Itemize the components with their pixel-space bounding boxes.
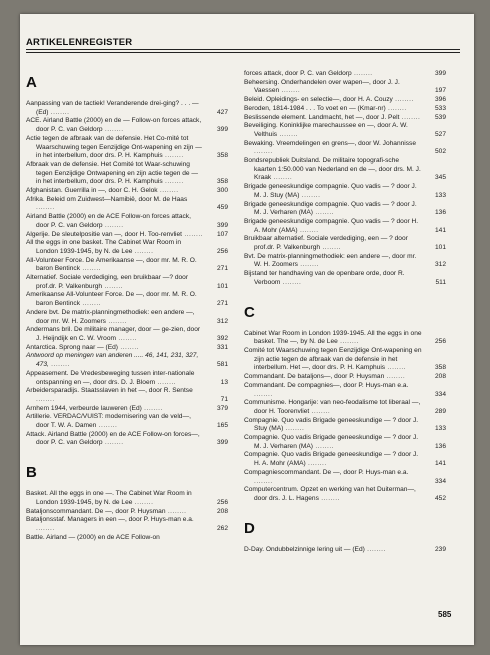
index-entry xyxy=(26,534,228,543)
index-entry: Compagnie. Quo vadis Brigade geneeskundige — ? door J. M. J. Verharen (MA) ........ 136 xyxy=(244,434,446,450)
entry-text: ACE. Airland Battle (2000) en de — Follow-on forces attack, door P. C. van Geldorp xyxy=(26,117,202,134)
entry-page-number: 71 xyxy=(220,395,228,403)
entry-text: Beslissende element. Landmacht, het —, door J. Pelt xyxy=(244,113,400,121)
section-spacer xyxy=(26,448,228,460)
entry-text: All the eggs in one basket. The Cabinet War Room in London 1939-1945, by N. de Lee xyxy=(26,239,182,255)
entry-page-number: 331 xyxy=(216,343,228,351)
entry-page-number: 239 xyxy=(434,545,446,553)
entry-text: Cabinet War Room in London 1939-1945. All the eggs in one basket. The —, by N. de Lee xyxy=(244,329,422,346)
index-column-right xyxy=(244,70,446,554)
entry-page-number: 502 xyxy=(434,148,446,156)
index-entry: Bijstand ter handhaving van de openbare orde, door R. Verboom ........ 511 xyxy=(244,270,446,286)
entry-text: Commandant. De bataljons—, door P. Huysman xyxy=(244,373,385,381)
index-entry: Appeasement. De Vredesbeweging tussen inter-nationale ontspanning en —, door drs. D. J. Bloem ........ 13 xyxy=(26,369,228,386)
entry-page-number: 262 xyxy=(216,524,228,532)
section-spacer xyxy=(244,504,446,516)
entry-text: Artillerie. VERDAC/VUIST: modernisering van de veld—, door T. W. A. Damen xyxy=(26,413,191,430)
entry-page-number: 197 xyxy=(434,87,446,95)
entry-text: Beheersing. Onderhandelen over wapen—, door J. J. Vaessen xyxy=(244,78,400,95)
index-entry: All-Volunteer Force. De Amerikaanse —, door mr. M. R. O. baron Bentinck ........ 271 xyxy=(26,256,228,273)
title-rule-bottom xyxy=(26,52,460,53)
entry-text: Bvt. De matrix-planningmethodiek: een andere —, door mr. W. H. Zoomers xyxy=(244,252,417,269)
entry-page-number: 379 xyxy=(216,404,228,412)
section-letter: C xyxy=(244,303,255,321)
index-entry: Arnhem 1944, verbeurde lauweren (Ed) ........ 379 xyxy=(26,404,228,412)
section-letter: B xyxy=(26,464,37,482)
entry-page-number: 136 xyxy=(434,209,446,217)
entry-text: Actie tegen de afbraak van de defensie. Het Co-mité tot Waarschuwing tegen Eenzijdige Ont-wapening en zijn — in het interbellum, door drs. P. H. Kamphuis xyxy=(26,134,202,160)
index-column-left xyxy=(26,70,228,542)
entry-page-number: 141 xyxy=(434,226,446,234)
entry-page-number: 399 xyxy=(216,439,228,447)
entry-text: Brigade geneeskundige compagnie. Quo vadis — ? door J. M. J. Verharen (MA) xyxy=(244,200,417,217)
index-entry: Amerikaanse All-Volunteer Force. De —, door mr. M. R. O. baron Bentinck ........ 271 xyxy=(26,291,228,308)
index-entry: Attack. Airland Battle (2000) en de ACE Follow-on forces—, door P. C. van Geldorp ........ 399 xyxy=(26,430,228,447)
entry-page-number: 256 xyxy=(434,338,446,346)
index-entry: Compagnie. Quo vadis Brigade geneeskundige — ? door J. H. A. Mohr (AMA) ........ 141 xyxy=(244,451,446,468)
entry-text: Beroden, 1814-1984 . . . To voet en — (Kmar-nr) xyxy=(244,104,386,112)
entry-text: Compagnie. Quo vadis Brigade geneeskundige — ? door J. H. A. Mohr (AMA) xyxy=(244,451,419,468)
section-letter: D xyxy=(244,519,255,537)
index-entry: Beveiliging. Koninklijke marechaussee en —, door A. W. Velthuis ........ 527 xyxy=(244,122,446,138)
entry-text: Afrika. Beleid om Zuidwest—Namibië, door M. de Haas xyxy=(26,195,188,203)
entry-page-number: 452 xyxy=(434,494,446,502)
entry-text: Bruikbaar alternatief. Sociale verdediging, een — ? door prof.dr. P. Valkenburgh xyxy=(244,235,408,252)
entry-page-number: 392 xyxy=(216,334,228,342)
entry-text: Antarctica. Sprong naar — (Ed) xyxy=(26,343,118,351)
entry-page-number: 527 xyxy=(434,130,446,138)
index-entry: Andere bvt. De matrix-planningmethodiek: een andere —, door mr. W. H. Zoomers ........ 312 xyxy=(26,308,228,325)
entry-page-number: 358 xyxy=(216,152,228,160)
entry-text: Andermans bril. De militaire manager, door — ge-zien, door J. Heijndijk en C. W. Vroom xyxy=(26,326,201,342)
entry-text: Communisme. Hongarije: van neo-feodalisme tot liberaal —, door H. Toorenvliet xyxy=(244,399,421,415)
index-entry: Comité tot Waarschuwing tegen Eenzijdige Ont-wapening en zijn actie tegen de afbraak van de defensie in het interbellum. Het —, door drs. P. H. Kamphuis ........ 358 xyxy=(244,346,446,372)
index-entry: Arbeidersparadijs. Staatsslaven in het —, door R. Sentse ........ 71 xyxy=(26,387,228,403)
index-entry: Commandant. De bataljons—, door P. Huysman ........ 208 xyxy=(244,373,446,381)
entry-page-number: 289 xyxy=(434,407,446,415)
entry-page-number: 427 xyxy=(216,108,228,116)
index-entry: Artillerie. VERDAC/VUIST: modernisering van de veld—, door T. W. A. Damen ........ 165 xyxy=(26,413,228,430)
entry-page-number: 256 xyxy=(216,498,228,506)
index-entry: Actie tegen de afbraak van de defensie. Het Co-mité tot Waarschuwing tegen Eenzijdige Ont-wapening en zijn — in het interbellum, door drs. P. H. Kamphuis ........ 358 xyxy=(26,134,228,160)
page-number: 585 xyxy=(438,610,452,619)
entry-text: Antwoord op meningen van anderen ..... 46, 141, 231, 327, 473, xyxy=(26,352,199,369)
entry-text: Basket. All the eggs in one —. The Cabinet War Room in London 1939-1945, by N. de Lee xyxy=(26,490,192,506)
index-entry: All the eggs in one basket. The Cabinet War Room in London 1939-1945, by N. de Lee ........ 256 xyxy=(26,239,228,255)
index-entry: Cabinet War Room in London 1939-1945. All the eggs in one basket. The —, by N. de Lee ........ 256 xyxy=(244,329,446,346)
entry-page-number: 399 xyxy=(434,70,446,77)
index-entry: Bataljonsstaf. Managers in een —, door P. Huys-man e.a. ........ 262 xyxy=(26,516,228,532)
entry-text: Bewaking. Vreemdelingen en grens—, door W. Johannisse xyxy=(244,139,417,147)
entry-text: Afghanistan. Guerrilla in —, door C. H. Gelok xyxy=(26,187,158,195)
title-rule-top xyxy=(26,49,460,50)
entry-text: Compagniescommandant. De —, door P. Huys-man e.a. xyxy=(244,468,409,476)
entry-page-number: 101 xyxy=(434,244,446,252)
index-entry: Airland Battle (2000) en de ACE Follow-on forces attack, door P. C. van Geldorp ........ 399 xyxy=(26,213,228,229)
index-entry: Bewaking. Vreemdelingen en grens—, door W. Johannisse ........ 502 xyxy=(244,139,446,156)
entry-page-number: 133 xyxy=(434,425,446,433)
entry-text: Bijstand ter handhaving van de openbare orde, door R. Verboom xyxy=(244,270,405,286)
entry-page-number: 334 xyxy=(434,390,446,398)
entry-page-number: 334 xyxy=(434,477,446,485)
entry-page-number: 208 xyxy=(434,373,446,381)
entry-page-number: 511 xyxy=(435,278,446,286)
index-entry: Bondsrepubliek Duitsland. De militaire topografi-sche kaarten 1:50.000 van Nederland en de —, door drs. M. J. Kraak ........ 345 xyxy=(244,157,446,182)
entry-text: Beveiliging. Koninklijke marechaussee en —, door A. W. Velthuis xyxy=(244,122,408,138)
entry-page-number: 136 xyxy=(434,442,446,450)
entry-text: Brigade geneeskundige compagnie. Quo vadis — ? door J. M. J. Stuy (MA) xyxy=(244,183,417,199)
entry-text: Beleid. Opleidings- en selectie—, door H. A. Couzy xyxy=(244,96,393,104)
index-entry: Commandant. De compagnies—, door P. Huys-man e.a. ........ 334 xyxy=(244,381,446,398)
entry-page-number: 358 xyxy=(216,178,228,186)
index-entry: Afbraak van de defensie. Het Comité tot Waar-schuwing tegen Eenzijdige Ontwapening en zijn actie tegen de — in het interbellum, door drs. P. H. Kamphuis ........ 358 xyxy=(26,160,228,186)
index-entry: Beheersing. Onderhandelen over wapen—, door J. J. Vaessen ........ 197 xyxy=(244,78,446,95)
entry-page-number: 133 xyxy=(434,191,446,199)
entry-text: Aanpassing van de tactiek! Veranderende drei-ging? . . . — (Ed) xyxy=(26,100,199,116)
index-entry: Bvt. De matrix-planningmethodiek: een andere —, door mr. W. H. Zoomers ........ 312 xyxy=(244,252,446,269)
entry-text: Algerije. De sleutelpositie van —, door H. Too-renvliet xyxy=(26,230,183,238)
entry-page-number: 271 xyxy=(216,265,228,273)
index-entry: Alternatief. Sociale verdediging, een bruikbaar —? door prof.dr. P. Valkenburgh ........ 101 xyxy=(26,274,228,290)
entry-text: All-Volunteer Force. De Amerikaanse —, door mr. M. R. O. baron Bentinck xyxy=(26,256,197,273)
section-spacer xyxy=(244,288,446,300)
index-entry: Beleid. Opleidings- en selectie—, door H. A. Couzy ........ 396 xyxy=(244,96,446,104)
index-entry: Brigade geneeskundige compagnie. Quo vadis — ? door H. A. Mohr (AMA) ........ 141 xyxy=(244,217,446,234)
entry-page-number: 533 xyxy=(434,104,446,112)
index-entry: D-Day. Ondubbelzinnige lering uit — (Ed) ........ 239 xyxy=(244,545,446,553)
entry-text: Brigade geneeskundige compagnie. Quo vadis — ? door H. A. Mohr (AMA) xyxy=(244,217,419,234)
entry-text: Compagnie. Quo vadis Brigade geneeskundige — ? door J. M. J. Verharen (MA) xyxy=(244,434,419,450)
index-entry: Brigade geneeskundige compagnie. Quo vadis — ? door J. M. J. Stuy (MA) ........ 133 xyxy=(244,183,446,199)
entry-page-number: 399 xyxy=(216,126,228,134)
entry-page-number: 345 xyxy=(434,174,446,182)
index-entry: ACE. Airland Battle (2000) en de — Follow-on forces attack, door P. C. van Geldorp ........ 399 xyxy=(26,117,228,134)
index-entry: Algerije. De sleutelpositie van —, door H. Too-renvliet ........ 107 xyxy=(26,230,228,238)
entry-page-number: 165 xyxy=(216,422,228,430)
entry-text: Arnhem 1944, verbeurde lauweren (Ed) xyxy=(26,404,142,412)
page-title: ARTIKELENREGISTER xyxy=(26,37,133,48)
index-entry: Compagnie. Quo vadis Brigade geneeskundige — ? door J. Stuy (MA) ........ 133 xyxy=(244,416,446,433)
entry-text: Arbeidersparadijs. Staatsslaven in het —, door R. Sentse xyxy=(26,387,193,395)
entry-page-number: 256 xyxy=(216,247,228,255)
index-entry: Antwoord op meningen van anderen ..... 46, 141, 231, 327, 473, ........ 581 xyxy=(26,352,228,369)
entry-text: Battle. Airland — (2000) en de ACE Follow-on xyxy=(26,533,160,541)
entry-page-number: 107 xyxy=(216,230,228,238)
index-entry: Aanpassing van de tactiek! Veranderende drei-ging? . . . — (Ed) ........ 427 xyxy=(26,100,228,116)
entry-text: Computercentrum. Opzet en werking van het Duiterman—, door drs. J. L. Hagens xyxy=(244,486,416,502)
index-entry: Bruikbaar alternatief. Sociale verdediging, een — ? door prof.dr. P. Valkenburgh ........ 101 xyxy=(244,235,446,252)
entry-page-number: 141 xyxy=(434,460,446,468)
entry-text: Appeasement. De Vredesbeweging tussen inter-nationale ontspanning en —, door drs. D. J. Bloem xyxy=(26,369,195,386)
index-entry: Computercentrum. Opzet en werking van het Duiterman—, door drs. J. L. Hagens ........ 452 xyxy=(244,486,446,502)
index-entry: Beslissende element. Landmacht, het —, door J. Pelt ........ 539 xyxy=(244,113,446,121)
entry-text: forces attack, door P. C. van Geldorp xyxy=(244,70,352,77)
entry-page-number: 271 xyxy=(216,300,228,308)
index-entry: Compagniescommandant. De —, door P. Huys-man e.a. ........ 334 xyxy=(244,468,446,485)
entry-page-number: 539 xyxy=(434,113,446,121)
entry-text: Alternatief. Sociale verdediging, een bruikbaar —? door prof.dr. P. Valkenburgh xyxy=(26,274,189,290)
index-entry: Beroden, 1814-1984 . . . To voet en — (Kmar-nr) ........ 533 xyxy=(244,104,446,112)
index-entry: Communisme. Hongarije: van neo-feodalisme tot liberaal —, door H. Toorenvliet ........ 289 xyxy=(244,399,446,415)
entry-text: Bondsrepubliek Duitsland. De militaire topografi-sche kaarten 1:50.000 van Nederland en de —, door drs. M. J. Kraak xyxy=(244,157,421,182)
entry-page-number: 101 xyxy=(216,282,228,290)
entry-text: Airland Battle (2000) en de ACE Follow-on forces attack, door P. C. van Geldorp xyxy=(26,213,191,229)
index-entry: Basket. All the eggs in one —. The Cabinet War Room in London 1939-1945, by N. de Lee ........ 256 xyxy=(26,490,228,506)
entry-text: Andere bvt. De matrix-planningmethodiek: een andere —, door mr. W. H. Zoomers xyxy=(26,308,195,325)
entry-text: Compagnie. Quo vadis Brigade geneeskundige — ? door J. Stuy (MA) xyxy=(244,416,419,433)
index-entry: Bataljonscommandant. De —, door P. Huysman ........ 208 xyxy=(26,507,228,515)
entry-page-number: 358 xyxy=(434,364,446,372)
entry-text: Commandant. De compagnies—, door P. Huys-man e.a. xyxy=(244,381,409,389)
index-entry: Antarctica. Sprong naar — (Ed) ........ 331 xyxy=(26,343,228,351)
entry-text: Amerikaanse All-Volunteer Force. De —, door mr. M. R. O. baron Bentinck xyxy=(26,291,197,308)
index-entry: Afghanistan. Guerrilla in —, door C. H. Gelok ........ 300 xyxy=(26,187,228,195)
entry-text: Attack. Airland Battle (2000) en de ACE Follow-on forces—, door P. C. van Geldorp xyxy=(26,430,200,447)
entry-page-number: 581 xyxy=(216,361,228,369)
entry-page-number: 459 xyxy=(216,204,228,212)
entry-page-number: 399 xyxy=(216,221,228,229)
entry-page-number: 300 xyxy=(216,187,228,195)
entry-page-number: 396 xyxy=(434,96,446,104)
entry-text: Bataljonsstaf. Managers in een —, door P. Huys-man e.a. xyxy=(26,516,194,524)
index-entry: Andermans bril. De militaire manager, door — ge-zien, door J. Heijndijk en C. W. Vroom ........ 392 xyxy=(26,326,228,342)
index-entry: Afrika. Beleid om Zuidwest—Namibië, door M. de Haas ........ 459 xyxy=(26,195,228,212)
index-entry: Brigade geneeskundige compagnie. Quo vadis — ? door J. M. J. Verharen (MA) ........ 136 xyxy=(244,200,446,217)
entry-page-number: 312 xyxy=(434,261,446,269)
entry-page-number: 312 xyxy=(216,317,228,325)
entry-page-number: 208 xyxy=(216,507,228,515)
section-letter: A xyxy=(26,74,37,91)
entry-page-number: 13 xyxy=(220,378,228,386)
entry-text: D-Day. Ondubbelzinnige lering uit — (Ed) xyxy=(244,545,365,553)
entry-text: Afbraak van de defensie. Het Comité tot Waar-schuwing tegen Eenzijdige Ontwapening en zijn actie tegen de — in het interbellum, door drs. P. H. Kamphuis xyxy=(26,160,199,186)
entry-text: Bataljonscommandant. De —, door P. Huysman xyxy=(26,507,166,515)
index-entry: forces attack, door P. C. van Geldorp ........ 399 xyxy=(244,70,446,77)
entry-text: Comité tot Waarschuwing tegen Eenzijdige Ont-wapening en zijn actie tegen de afbraak van de defensie in het interbellum. Het —, door drs. P. H. Kamphuis xyxy=(244,346,422,372)
